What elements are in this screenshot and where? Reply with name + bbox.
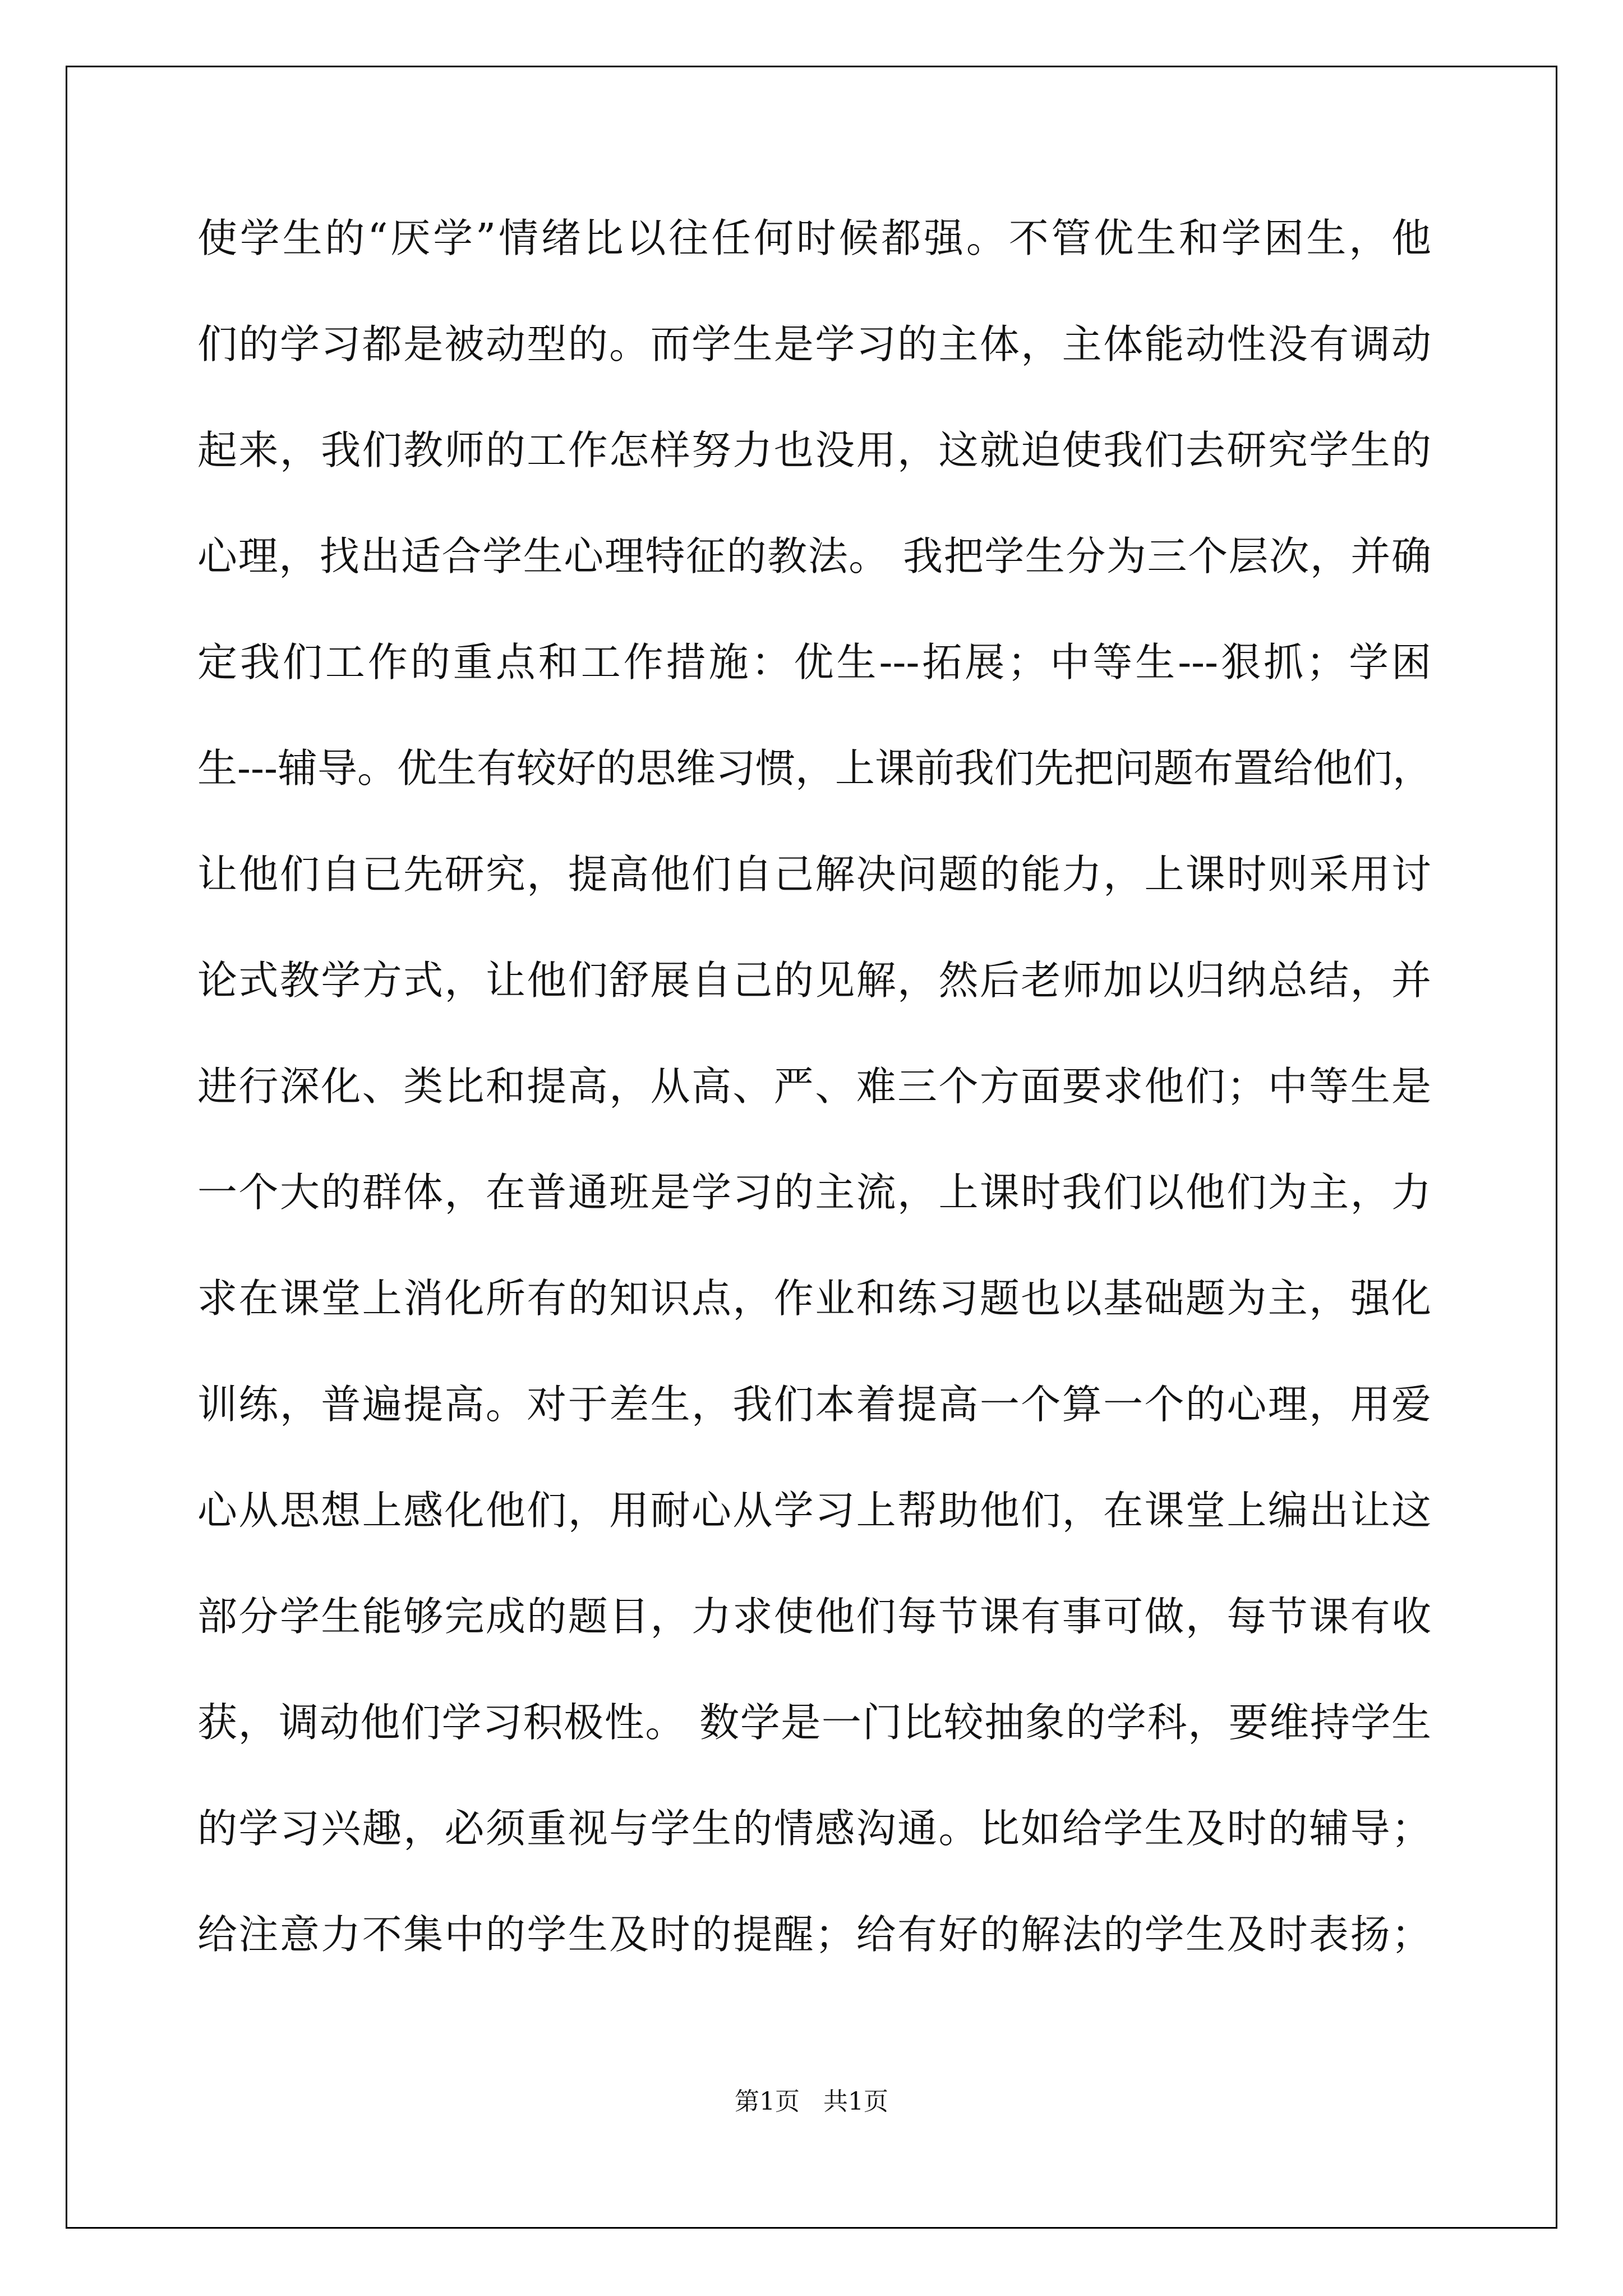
text-line-11: 求在课堂上消化所有的知识点，作业和练习题也以基础题为主，强化 bbox=[197, 1275, 1431, 1322]
text-line-15: 获，调动他们学习积极性。 数学是一门比较抽象的学科，要维持学生 bbox=[197, 1699, 1431, 1746]
text-line-5: 定我们工作的重点和工作措施：优生---拓展；中等生---狠抓；学困 bbox=[197, 639, 1431, 685]
text-line-7: 让他们自已先研究，提高他们自己解决问题的能力，上课时则采用讨 bbox=[197, 851, 1431, 898]
text-line-6: 生---辅导。优生有较好的思维习惯，上课前我们先把问题布置给他们， bbox=[197, 745, 1432, 792]
text-line-2: 们的学习都是被动型的。而学生是学习的主体，主体能动性没有调动 bbox=[197, 321, 1431, 367]
text-line-4: 心理，找出适合学生心理特征的教法。 我把学生分为三个层次，并确 bbox=[197, 533, 1431, 579]
text-line-12: 训练，普遍提高。对于差生，我们本着提高一个算一个的心理，用爱 bbox=[197, 1381, 1431, 1428]
text-line-17: 给注意力不集中的学生及时的提醒；给有好的解法的学生及时表扬； bbox=[197, 1911, 1431, 1958]
text-line-3: 起来，我们教师的工作怎样努力也没用，这就迫使我们去研究学生的 bbox=[197, 427, 1431, 473]
text-line-9: 进行深化、类比和提高，从高、严、难三个方面要求他们；中等生是 bbox=[197, 1063, 1431, 1110]
text-line-8: 论式教学方式，让他们舒展自己的见解，然后老师加以归纳总结，并 bbox=[197, 957, 1431, 1004]
text-line-10: 一个大的群体，在普通班是学习的主流，上课时我们以他们为主，力 bbox=[197, 1169, 1431, 1216]
document-body bbox=[197, 216, 1431, 1957]
text-line-16: 的学习兴趣，必须重视与学生的情感沟通。比如给学生及时的辅导； bbox=[197, 1805, 1431, 1852]
page-footer: 第1页 共1页 bbox=[735, 2087, 888, 2116]
text-line-13: 心从思想上感化他们，用耐心从学习上帮助他们，在课堂上编出让这 bbox=[197, 1487, 1431, 1534]
text-line-14: 部分学生能够完成的题目，力求使他们每节课有事可做，每节课有收 bbox=[197, 1593, 1431, 1640]
text-line-1: 使学生的“厌学”情绪比以往任何时候都强。不管优生和学困生，他 bbox=[197, 215, 1431, 261]
